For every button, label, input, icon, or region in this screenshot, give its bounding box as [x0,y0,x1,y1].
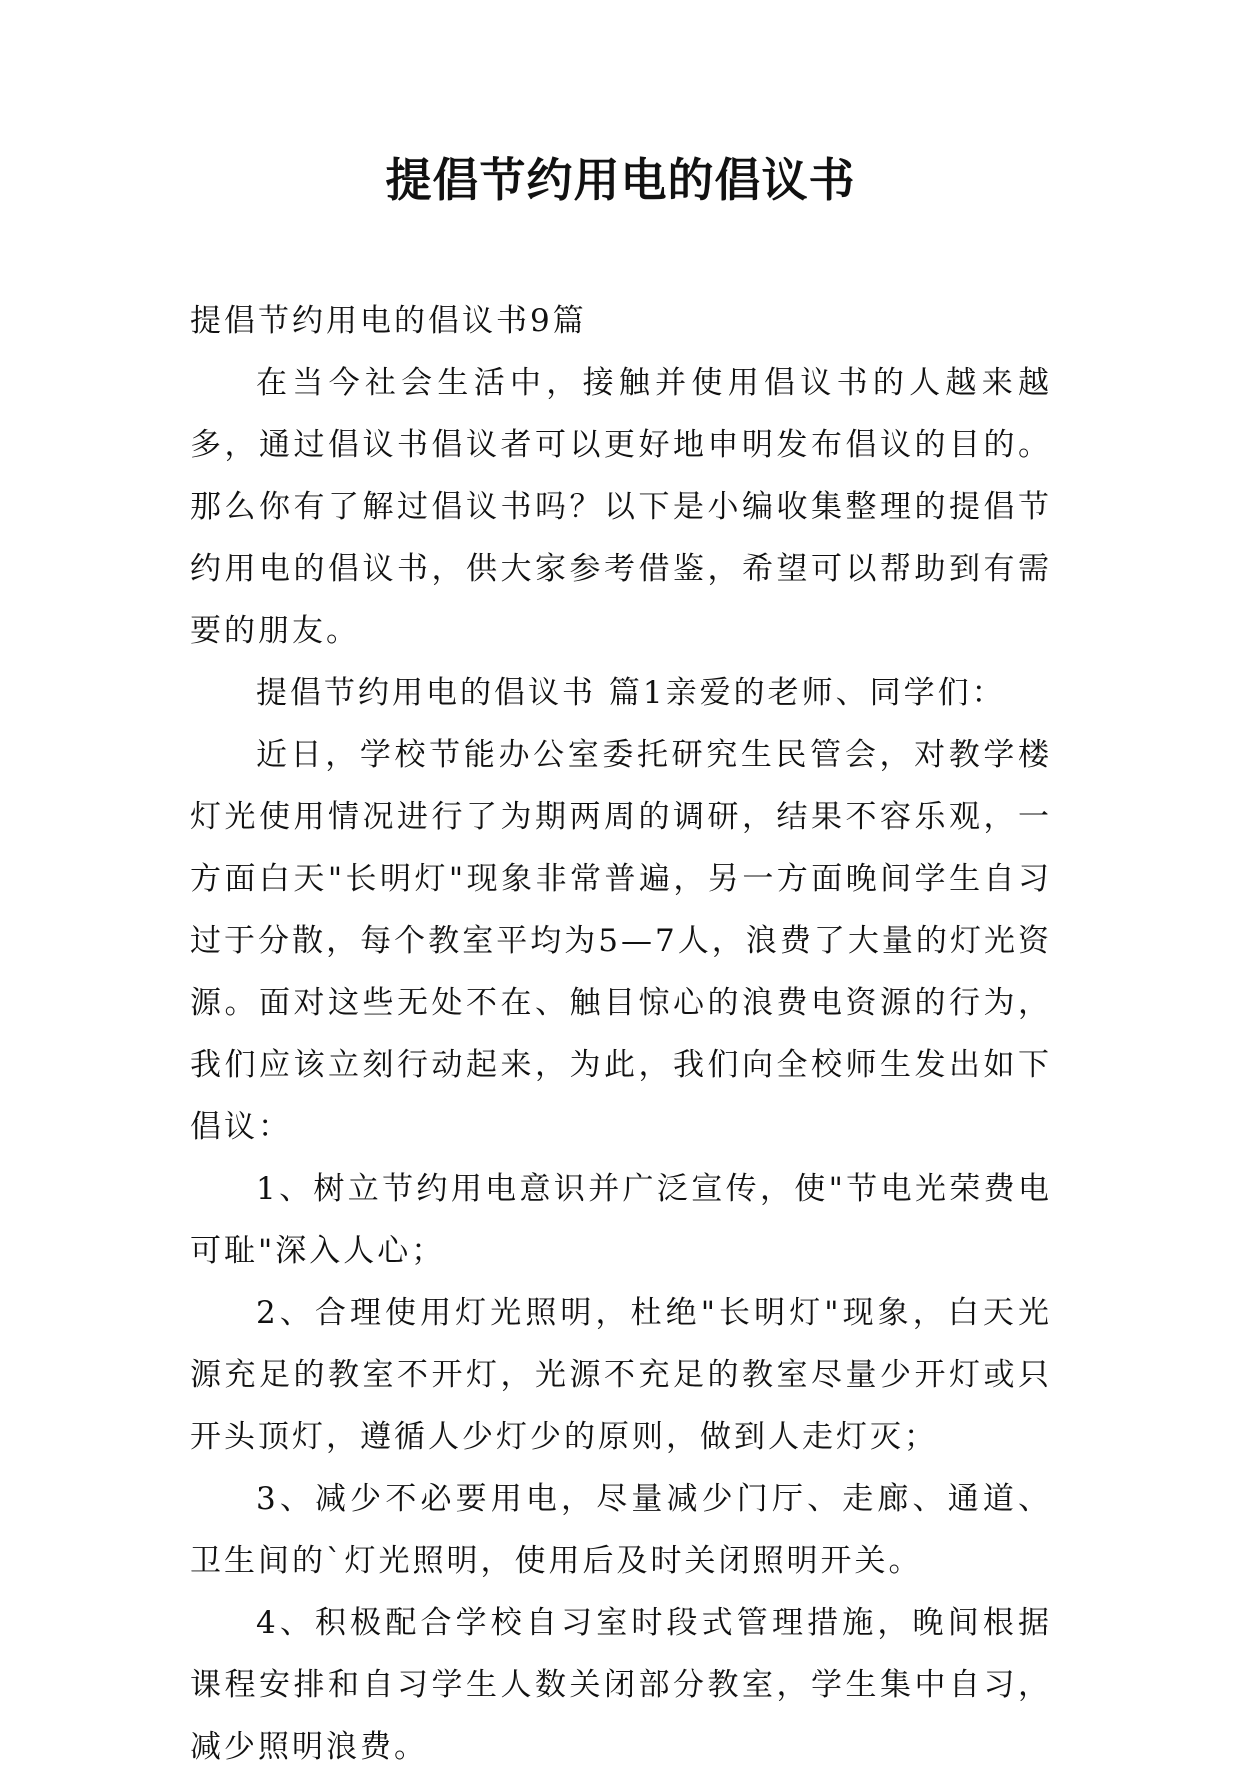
intro-paragraph: 在当今社会生活中，接触并使用倡议书的人越来越多，通过倡议书倡议者可以更好地申明发布倡议的目的。那么你有了解过倡议书吗？以下是小编收集整理的提倡节约用电的倡议书，供大家参考借鉴，希望可以帮助到有需要的朋友。 [190,365,1052,649]
proposal-item-2: 2、合理使用灯光照明，杜绝"长明灯"现象，白天光源充足的教室不开灯，光源不充足的教室尽量少开灯或只开头顶灯，遵循人少灯少的原则，做到人走灯灭； [190,1295,1052,1455]
body-paragraph: 近日，学校节能办公室委托研究生民管会，对教学楼灯光使用情况进行了为期两周的调研，结果不容乐观，一方面白天"长明灯"现象非常普遍，另一方面晚间学生自习过于分散，每个教室平均为5—7人，浪费了大量的灯光资源。面对这些无处不在、触目惊心的浪费电资源的行为，我们应该立刻行动起来，为此，我们向全校师生发出如下倡议： [190,737,1052,1145]
document-title: 提倡节约用电的倡议书 [385,153,856,207]
document-body [190,290,1052,1778]
subtitle-line: 提倡节约用电的倡议书9篇 [190,303,587,339]
section-heading-greeting: 提倡节约用电的倡议书 篇1亲爱的老师、同学们： [256,675,1006,711]
proposal-item-1: 1、树立节约用电意识并广泛宣传，使"节电光荣费电可耻"深入人心； [190,1171,1052,1269]
proposal-item-4: 4、积极配合学校自习室时段式管理措施，晚间根据课程安排和自习学生人数关闭部分教室，学生集中自习，减少照明浪费。 [190,1605,1052,1765]
proposal-item-3: 3、减少不必要用电，尽量减少门厅、走廊、通道、卫生间的`灯光照明，使用后及时关闭照明开关。 [190,1481,1052,1579]
